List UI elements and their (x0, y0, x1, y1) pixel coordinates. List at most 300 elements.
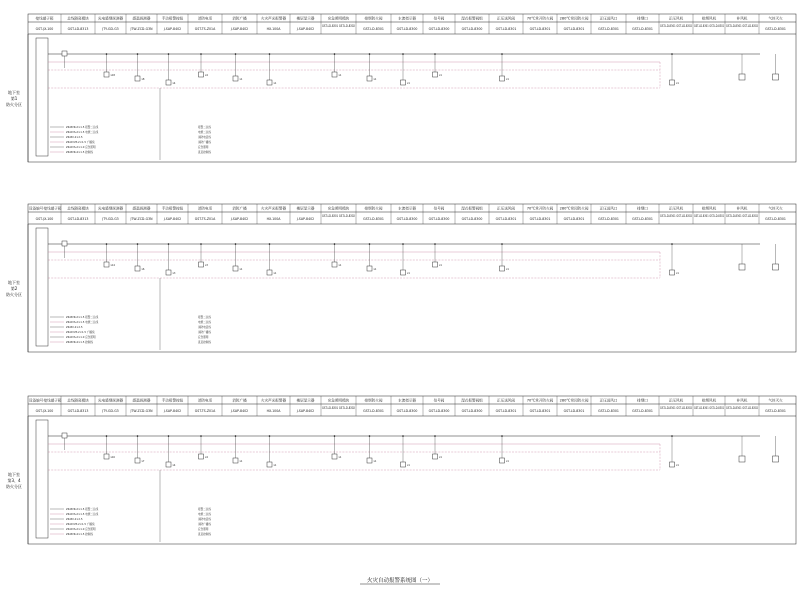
column-header: 火灾声光报警器 (260, 206, 287, 211)
device-count: x1 (506, 460, 509, 463)
device-symbol (773, 456, 779, 462)
device-symbol (500, 266, 505, 271)
legend-note: 应急照明 (198, 528, 209, 531)
model-number: J-SAP-8402 (163, 409, 182, 413)
bus-node (235, 243, 237, 245)
column-header: 消防广播 (232, 398, 247, 403)
legend-note: 直启控制线 (198, 341, 211, 344)
column-header: 手动报警按钮 (161, 206, 184, 211)
bus-node (501, 53, 503, 55)
column-header: 手动报警按钮 (161, 16, 184, 21)
legend-text: ZR-BVR-4×1.5 控制线 (66, 151, 93, 154)
device-symbol (773, 264, 779, 270)
model-number: JTW-ZCD-G3N (130, 27, 153, 31)
model-number: GST-LD-8313 (67, 27, 89, 31)
device-count: x1 (439, 264, 442, 267)
bus-node (106, 435, 108, 437)
legend-note: 应急照明 (198, 336, 209, 339)
device-count: x1 (407, 272, 410, 275)
device-count: x3 (205, 264, 208, 267)
model-number: GST-JX-100 (35, 217, 54, 221)
column-header: 光电感烟探测器 (97, 206, 124, 211)
device-symbol (332, 72, 337, 77)
device-symbol (401, 270, 406, 275)
model-number: GST-LD-8301 GST-LD-8302 (694, 24, 724, 28)
model-number: GST-LD-8301 (529, 217, 551, 221)
device-symbol (104, 72, 109, 77)
model-number: GST-LD-8301 (765, 217, 786, 221)
legend-note: 消防电话线 (198, 518, 211, 521)
model-number: GST-LD-8301 (563, 409, 585, 413)
device-count: x14 (110, 264, 115, 267)
model-number: GST-LD-8300 (428, 409, 450, 413)
model-number: GST-LD-8301 (598, 27, 619, 31)
column-header: 火灾声光报警器 (260, 16, 287, 21)
bus-node (434, 435, 436, 437)
column-header: 信号阀 (433, 398, 445, 403)
model-number: GST-LD-8300 (428, 217, 450, 221)
column-header: 正压送风阀 (497, 206, 515, 211)
legend-note: 报警二总线 (198, 316, 211, 319)
junction-box (36, 228, 48, 346)
column-header: 感温探测器 (132, 398, 151, 403)
device-symbol (739, 74, 745, 80)
column-header: 手动报警按钮 (161, 398, 184, 403)
device-symbol (401, 462, 406, 467)
device-count: x1 (239, 460, 243, 463)
legend-note: 消防电话线 (198, 136, 211, 139)
bus-node (501, 435, 503, 437)
column-header: 信号阀 (433, 16, 445, 21)
device-count: x1 (676, 464, 679, 467)
model-number: GST-LD-8301 GST-LD-8302 (726, 214, 758, 218)
model-number: HX-100A (266, 409, 281, 413)
model-number: GST-LD-8301 GST-LD-8302 (660, 24, 692, 28)
model-number: GST-LD-8301 (563, 27, 585, 31)
model-number: GST-LD-8301 (765, 27, 786, 31)
device-count: x7 (141, 460, 145, 463)
bus-node (269, 243, 271, 245)
device-count: x1 (407, 82, 410, 85)
device-symbol (670, 462, 675, 467)
row-label-device-id: 设备编号 (29, 398, 44, 403)
model-number: GST-LD-8300 (428, 27, 450, 31)
column-header: 湿式报警阀组 (461, 206, 483, 211)
device-count: x1 (506, 78, 509, 81)
device-count: x1 (273, 82, 277, 85)
device-symbol (670, 80, 675, 85)
model-number: GST-LD-8301 (529, 409, 551, 413)
column-header: 排烟口 (637, 16, 648, 21)
column-header: 湿式报警阀组 (461, 16, 483, 21)
model-number: GST-TS-Z01A (194, 409, 216, 413)
model-number: J-SAP-8402 (163, 27, 182, 31)
model-number: GST-LD-8300 (461, 217, 483, 221)
column-header: 280℃常闭防火阀 (559, 206, 589, 211)
column-header: 楼层显示器 (296, 16, 315, 21)
device-count: x16 (110, 456, 115, 459)
column-header: 应急照明模块 (327, 16, 350, 21)
column-header: 应急照明模块 (327, 206, 350, 211)
block-frame (28, 14, 796, 162)
legend-text: ZR-BVR-4×1.5 控制线 (66, 533, 93, 536)
device-symbol (104, 454, 109, 459)
floor-label: 防火分区 (6, 102, 22, 107)
device-symbol (500, 458, 505, 463)
model-number: GST-LD-8313 (67, 217, 89, 221)
device-symbol (739, 456, 745, 462)
legend-note: 直启控制线 (198, 533, 211, 536)
device-symbol (166, 462, 171, 467)
column-header: 正压风机 (668, 398, 684, 403)
column-header: 消防电话 (197, 206, 213, 211)
device-count: x1 (676, 272, 679, 275)
device-count: x3 (172, 272, 176, 275)
model-number: JTY-GD-G3 (102, 409, 119, 413)
device-symbol (199, 262, 204, 267)
column-header: 感温探测器 (132, 16, 151, 21)
floor-label: 防火分区 (6, 292, 22, 297)
model-number: GST-JX-100 (35, 409, 54, 413)
model-number: GST-LD-8301 (598, 409, 619, 413)
column-header: 70℃常开防火阀 (526, 16, 554, 21)
column-header: 消防电话 (197, 16, 213, 21)
legend-note: 消防电话线 (198, 326, 211, 329)
column-header: 水流指示器 (398, 206, 416, 211)
device-symbol (233, 266, 238, 271)
bus-node (106, 53, 108, 55)
column-header: 排烟防火阀 (364, 16, 383, 21)
legend-note: 报警二总线 (198, 508, 211, 511)
model-number: GST-LD-8301 GST-LD-8302 (726, 406, 758, 410)
model-number: JTY-GD-G3 (102, 27, 119, 31)
device-symbol (233, 458, 238, 463)
legend-note: 应急照明 (198, 146, 209, 149)
device-symbol (367, 266, 372, 271)
column-header: 排烟防火阀 (364, 398, 383, 403)
isolation-module (62, 433, 67, 438)
device-symbol (267, 462, 272, 467)
model-number: GST-LD-8301 (598, 217, 619, 221)
device-count: x18 (110, 74, 115, 77)
device-count: x1 (676, 82, 679, 85)
isolation-module (62, 51, 67, 56)
legend-note: 电源二总线 (198, 131, 211, 134)
legend-text: ZR-BV-2×2.5 (66, 518, 83, 521)
bus-node (671, 435, 673, 437)
legend-text: ZR-RVVP-2×1.5 广播线 (66, 523, 95, 526)
column-header: 总线隔离模块 (67, 16, 89, 21)
device-symbol (199, 72, 204, 77)
model-number: GST-LD-8301 (495, 409, 517, 413)
device-count: x4 (172, 82, 176, 85)
bus-node (137, 243, 139, 245)
legend-text: ZR-BVR-4×1.5 控制线 (66, 341, 93, 344)
legend-text: ZR-RVS-2×1.0 应急照明 (66, 146, 96, 149)
legend-text: ZR-RVS-2×1.5 电源二总线 (66, 513, 99, 516)
model-number: GST-LD-8301 (363, 27, 384, 31)
column-header: 火灾声光报警器 (260, 398, 287, 403)
legend-text: ZR-RVS-2×1.5 电源二总线 (66, 131, 99, 134)
column-header: 补风机 (736, 398, 748, 403)
device-count: x1 (338, 74, 342, 77)
bus-node (402, 243, 404, 245)
column-header: 正压送风口 (599, 398, 618, 403)
device-symbol (670, 270, 675, 275)
model-number: GST-LD-8301 GST-LD-8302 (660, 406, 692, 410)
device-symbol (267, 80, 272, 85)
device-count: x8 (141, 78, 145, 81)
device-count: x1 (439, 456, 442, 459)
bus-node (671, 53, 673, 55)
device-symbol (739, 264, 745, 270)
model-number: GST-LD-8301 (765, 409, 786, 413)
column-header: 光电感烟探测器 (97, 398, 124, 403)
legend-note: 电源二总线 (198, 513, 211, 516)
model-number: JTW-ZCD-G3N (130, 409, 153, 413)
floor-label: 防火分区 (6, 484, 22, 489)
device-symbol (233, 76, 238, 81)
model-number: GST-LD-8300 (396, 27, 418, 31)
device-symbol (500, 76, 505, 81)
column-header: 正压送风口 (599, 206, 618, 211)
model-number: GST-LD-8301 GST-LD-8302 (322, 214, 355, 218)
model-number: GST-LD-8301 (363, 217, 384, 221)
model-number: GST-JX-100 (35, 27, 54, 31)
device-count: x1 (373, 78, 377, 81)
model-number: GST-TS-Z01A (194, 217, 216, 221)
model-number: GST-LD-8301 (495, 27, 517, 31)
bus-node (200, 435, 202, 437)
legend-note: 消防广播线 (198, 523, 211, 526)
column-header: 排烟防火阀 (364, 206, 383, 211)
column-header: 排烟风机 (701, 16, 717, 21)
floor-label: 第2 (10, 286, 18, 291)
block-3 (6, 396, 796, 544)
legend-text: ZR-RVVP-2×1.5 广播线 (66, 331, 95, 334)
bus-node (200, 243, 202, 245)
device-count: x1 (439, 74, 442, 77)
column-header: 补风机 (736, 206, 748, 211)
column-header: 楼层显示器 (296, 398, 315, 403)
column-header: 正压送风口 (599, 16, 618, 21)
device-symbol (433, 454, 438, 459)
model-number: J-SAP-8402 (230, 217, 249, 221)
bus-node (434, 53, 436, 55)
column-header: 接线端子箱 (43, 206, 62, 211)
model-number: GST-TS-Z01A (194, 27, 216, 31)
bus-node (168, 243, 170, 245)
device-count: x1 (407, 464, 410, 467)
model-number: GST-LD-8301 GST-LD-8302 (726, 24, 758, 28)
model-number: GST-LD-8301 GST-LD-8302 (660, 214, 692, 218)
legend-note: 消防广播线 (198, 141, 211, 144)
device-count: x4 (205, 456, 208, 459)
device-count: x1 (338, 264, 342, 267)
bus-node (434, 243, 436, 245)
bus-node (269, 53, 271, 55)
column-header: 正压送风阀 (497, 398, 515, 403)
device-symbol (135, 458, 140, 463)
bus-node (235, 435, 237, 437)
device-count: x4 (205, 74, 208, 77)
column-header: 气体灭火 (768, 206, 783, 211)
column-header: 信号阀 (433, 206, 445, 211)
bus-node (671, 243, 673, 245)
bus-node (501, 243, 503, 245)
model-number: HX-100A (266, 217, 281, 221)
bus-node (200, 53, 202, 55)
column-header: 光电感烟探测器 (97, 16, 124, 21)
model-number: J-SAP-8402 (296, 217, 315, 221)
floor-label: 地下室 (8, 472, 20, 477)
device-count: x1 (239, 78, 243, 81)
legend-note: 直启控制线 (198, 151, 211, 154)
column-header: 楼层显示器 (296, 206, 315, 211)
block-2 (6, 204, 796, 352)
model-number: GST-LD-8301 (632, 27, 653, 31)
legend-text: ZR-RVVP-2×1.5 广播线 (66, 141, 95, 144)
legend-note: 电源二总线 (198, 321, 211, 324)
model-number: GST-LD-8301 (495, 217, 517, 221)
row-label-device-id: 设备编号 (29, 206, 44, 211)
bus-node (369, 53, 371, 55)
device-count: x1 (273, 272, 277, 275)
column-header: 280℃常闭防火阀 (559, 398, 589, 403)
column-header: 感温探测器 (132, 206, 151, 211)
model-number: GST-LD-8301 (632, 217, 653, 221)
diagram-caption: 火灾自动报警系统图（一） (366, 578, 434, 584)
legend-text: ZR-BVR-2×1.5 报警二总线 (66, 508, 99, 511)
column-header: 70℃常开防火阀 (526, 206, 554, 211)
device-symbol (433, 262, 438, 267)
device-count: x6 (141, 268, 145, 271)
column-header: 水流指示器 (398, 16, 416, 21)
column-header: 正压风机 (668, 206, 684, 211)
device-count: x1 (373, 268, 377, 271)
bus-node (402, 435, 404, 437)
model-number: GST-LD-8301 (363, 409, 384, 413)
junction-box (36, 38, 48, 156)
column-header: 排烟口 (637, 398, 648, 403)
column-header: 应急照明模块 (327, 398, 350, 403)
legend-text: ZR-BV-2×2.5 (66, 136, 83, 139)
model-number: GST-LD-8301 (529, 27, 551, 31)
bus-node (402, 53, 404, 55)
device-symbol (267, 270, 272, 275)
bus-node (235, 53, 237, 55)
model-number: GST-LD-8300 (461, 409, 483, 413)
model-number: GST-LD-8300 (461, 27, 483, 31)
model-number: HX-100A (266, 27, 281, 31)
column-header: 280℃常闭防火阀 (559, 16, 589, 21)
model-number: GST-LD-8301 GST-LD-8302 (694, 214, 724, 218)
model-number: GST-LD-8301 GST-LD-8302 (322, 24, 355, 28)
legend-note: 消防广播线 (198, 331, 211, 334)
device-count: x1 (273, 464, 277, 467)
device-symbol (332, 454, 337, 459)
floor-label: 第3、4 (7, 478, 21, 483)
bus-node (334, 243, 336, 245)
column-header: 消防广播 (232, 16, 247, 21)
device-symbol (166, 80, 171, 85)
legend-note: 报警二总线 (198, 126, 211, 129)
legend-text: ZR-BV-2×2.5 (66, 326, 83, 329)
diagram-blocks (6, 14, 796, 544)
model-number: JTW-ZCD-G3N (130, 217, 153, 221)
column-header: 接线端子箱 (35, 16, 54, 21)
column-header: 消防广播 (232, 206, 247, 211)
model-number: GST-LD-8301 (563, 217, 585, 221)
bus-node (334, 53, 336, 55)
device-symbol (773, 74, 779, 80)
column-header: 气体灭火 (768, 16, 783, 21)
column-header: 湿式报警阀组 (461, 398, 483, 403)
column-header: 70℃常开防火阀 (526, 398, 554, 403)
bus-node (137, 435, 139, 437)
column-header: 消防电话 (197, 398, 213, 403)
block-1 (6, 14, 796, 162)
column-header: 排烟风机 (701, 398, 717, 403)
model-number: GST-LD-8301 GST-LD-8302 (322, 406, 355, 410)
legend-text: ZR-RVS-2×1.5 电源二总线 (66, 321, 99, 324)
model-number: J-SAP-8402 (296, 27, 315, 31)
device-symbol (104, 262, 109, 267)
device-count: x1 (239, 268, 243, 271)
column-header: 气体灭火 (768, 398, 783, 403)
bus-node (106, 243, 108, 245)
block-frame (28, 204, 796, 352)
column-header: 补风机 (736, 16, 748, 21)
column-header: 排烟口 (637, 206, 648, 211)
model-number: GST-LD-8300 (396, 409, 418, 413)
column-header: 总线隔离模块 (67, 398, 89, 403)
device-count: x1 (338, 456, 342, 459)
bus-node (369, 435, 371, 437)
device-count: x4 (172, 464, 176, 467)
model-number: J-SAP-8402 (230, 409, 249, 413)
block-frame (28, 396, 796, 544)
device-symbol (433, 72, 438, 77)
floor-label: 地下室 (8, 280, 20, 285)
device-count: x1 (373, 460, 377, 463)
legend-text: ZR-RVS-2×1.0 应急照明 (66, 528, 96, 531)
column-header: 总线隔离模块 (67, 206, 89, 211)
legend-text: ZR-BVR-2×1.5 报警二总线 (66, 316, 99, 319)
model-number: J-SAP-8402 (163, 217, 182, 221)
device-symbol (367, 458, 372, 463)
device-symbol (135, 76, 140, 81)
model-number: J-SAP-8402 (230, 27, 249, 31)
device-symbol (135, 266, 140, 271)
device-symbol (199, 454, 204, 459)
device-count: x1 (506, 268, 509, 271)
bus-node (269, 435, 271, 437)
column-header: 接线端子箱 (43, 398, 62, 403)
floor-label: 地下室 (8, 90, 20, 95)
bus-node (334, 435, 336, 437)
model-number: GST-LD-8300 (396, 217, 418, 221)
bus-node (369, 243, 371, 245)
column-header: 排烟风机 (701, 206, 717, 211)
floor-label: 第1 (10, 96, 18, 101)
model-number: GST-LD-8313 (67, 409, 89, 413)
device-symbol (332, 262, 337, 267)
bus-node (168, 435, 170, 437)
model-number: GST-LD-8301 (632, 409, 653, 413)
bus-node (137, 53, 139, 55)
device-symbol (166, 270, 171, 275)
